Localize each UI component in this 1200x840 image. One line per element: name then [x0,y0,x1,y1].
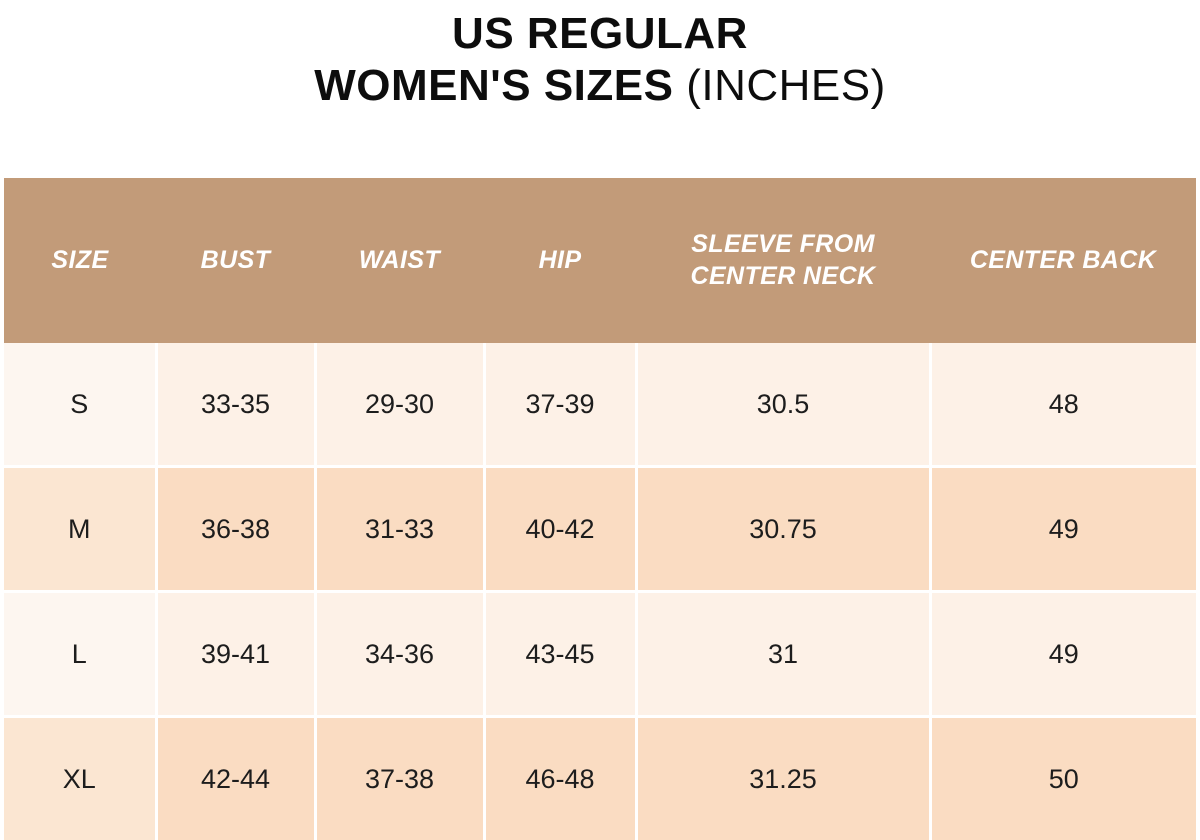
table-row [4,717,1196,840]
cell-bust: 36-38 [156,467,315,592]
cell-bust: 39-41 [156,592,315,717]
cell-sleeve: 31 [636,592,930,717]
cell-sleeve: 31.25 [636,717,930,840]
cell-center-back: 49 [930,592,1196,717]
cell-sleeve: 30.5 [636,343,930,467]
cell-hip: 43-45 [484,592,636,717]
title-units: (INCHES) [686,61,886,110]
header-row [4,178,1196,343]
column-header-sleeve-from-center-neck: SLEEVE FROM CENTER NECK [636,178,930,343]
table-row [4,343,1196,467]
cell-bust: 33-35 [156,343,315,467]
size-table [4,178,1196,840]
table-header [4,178,1196,343]
cell-size: M [4,467,156,592]
table-row [4,592,1196,717]
cell-waist: 29-30 [315,343,484,467]
title-line-1: US REGULAR [0,8,1200,60]
page-title [0,0,1200,112]
cell-size: XL [4,717,156,840]
cell-hip: 40-42 [484,467,636,592]
cell-center-back: 49 [930,467,1196,592]
cell-hip: 46-48 [484,717,636,840]
column-header-size: SIZE [4,178,156,343]
table-body [4,343,1196,840]
cell-sleeve: 30.75 [636,467,930,592]
cell-waist: 31-33 [315,467,484,592]
cell-center-back: 48 [930,343,1196,467]
column-header-center-back: CENTER BACK [930,178,1196,343]
cell-center-back: 50 [930,717,1196,840]
title-line-2-main: WOMEN'S SIZES [314,61,686,110]
cell-waist: 34-36 [315,592,484,717]
column-header-bust: BUST [156,178,315,343]
column-header-hip: HIP [484,178,636,343]
title-line-2 [0,60,1200,112]
table-row [4,467,1196,592]
cell-size: S [4,343,156,467]
cell-size: L [4,592,156,717]
column-header-waist: WAIST [315,178,484,343]
cell-waist: 37-38 [315,717,484,840]
cell-bust: 42-44 [156,717,315,840]
cell-hip: 37-39 [484,343,636,467]
